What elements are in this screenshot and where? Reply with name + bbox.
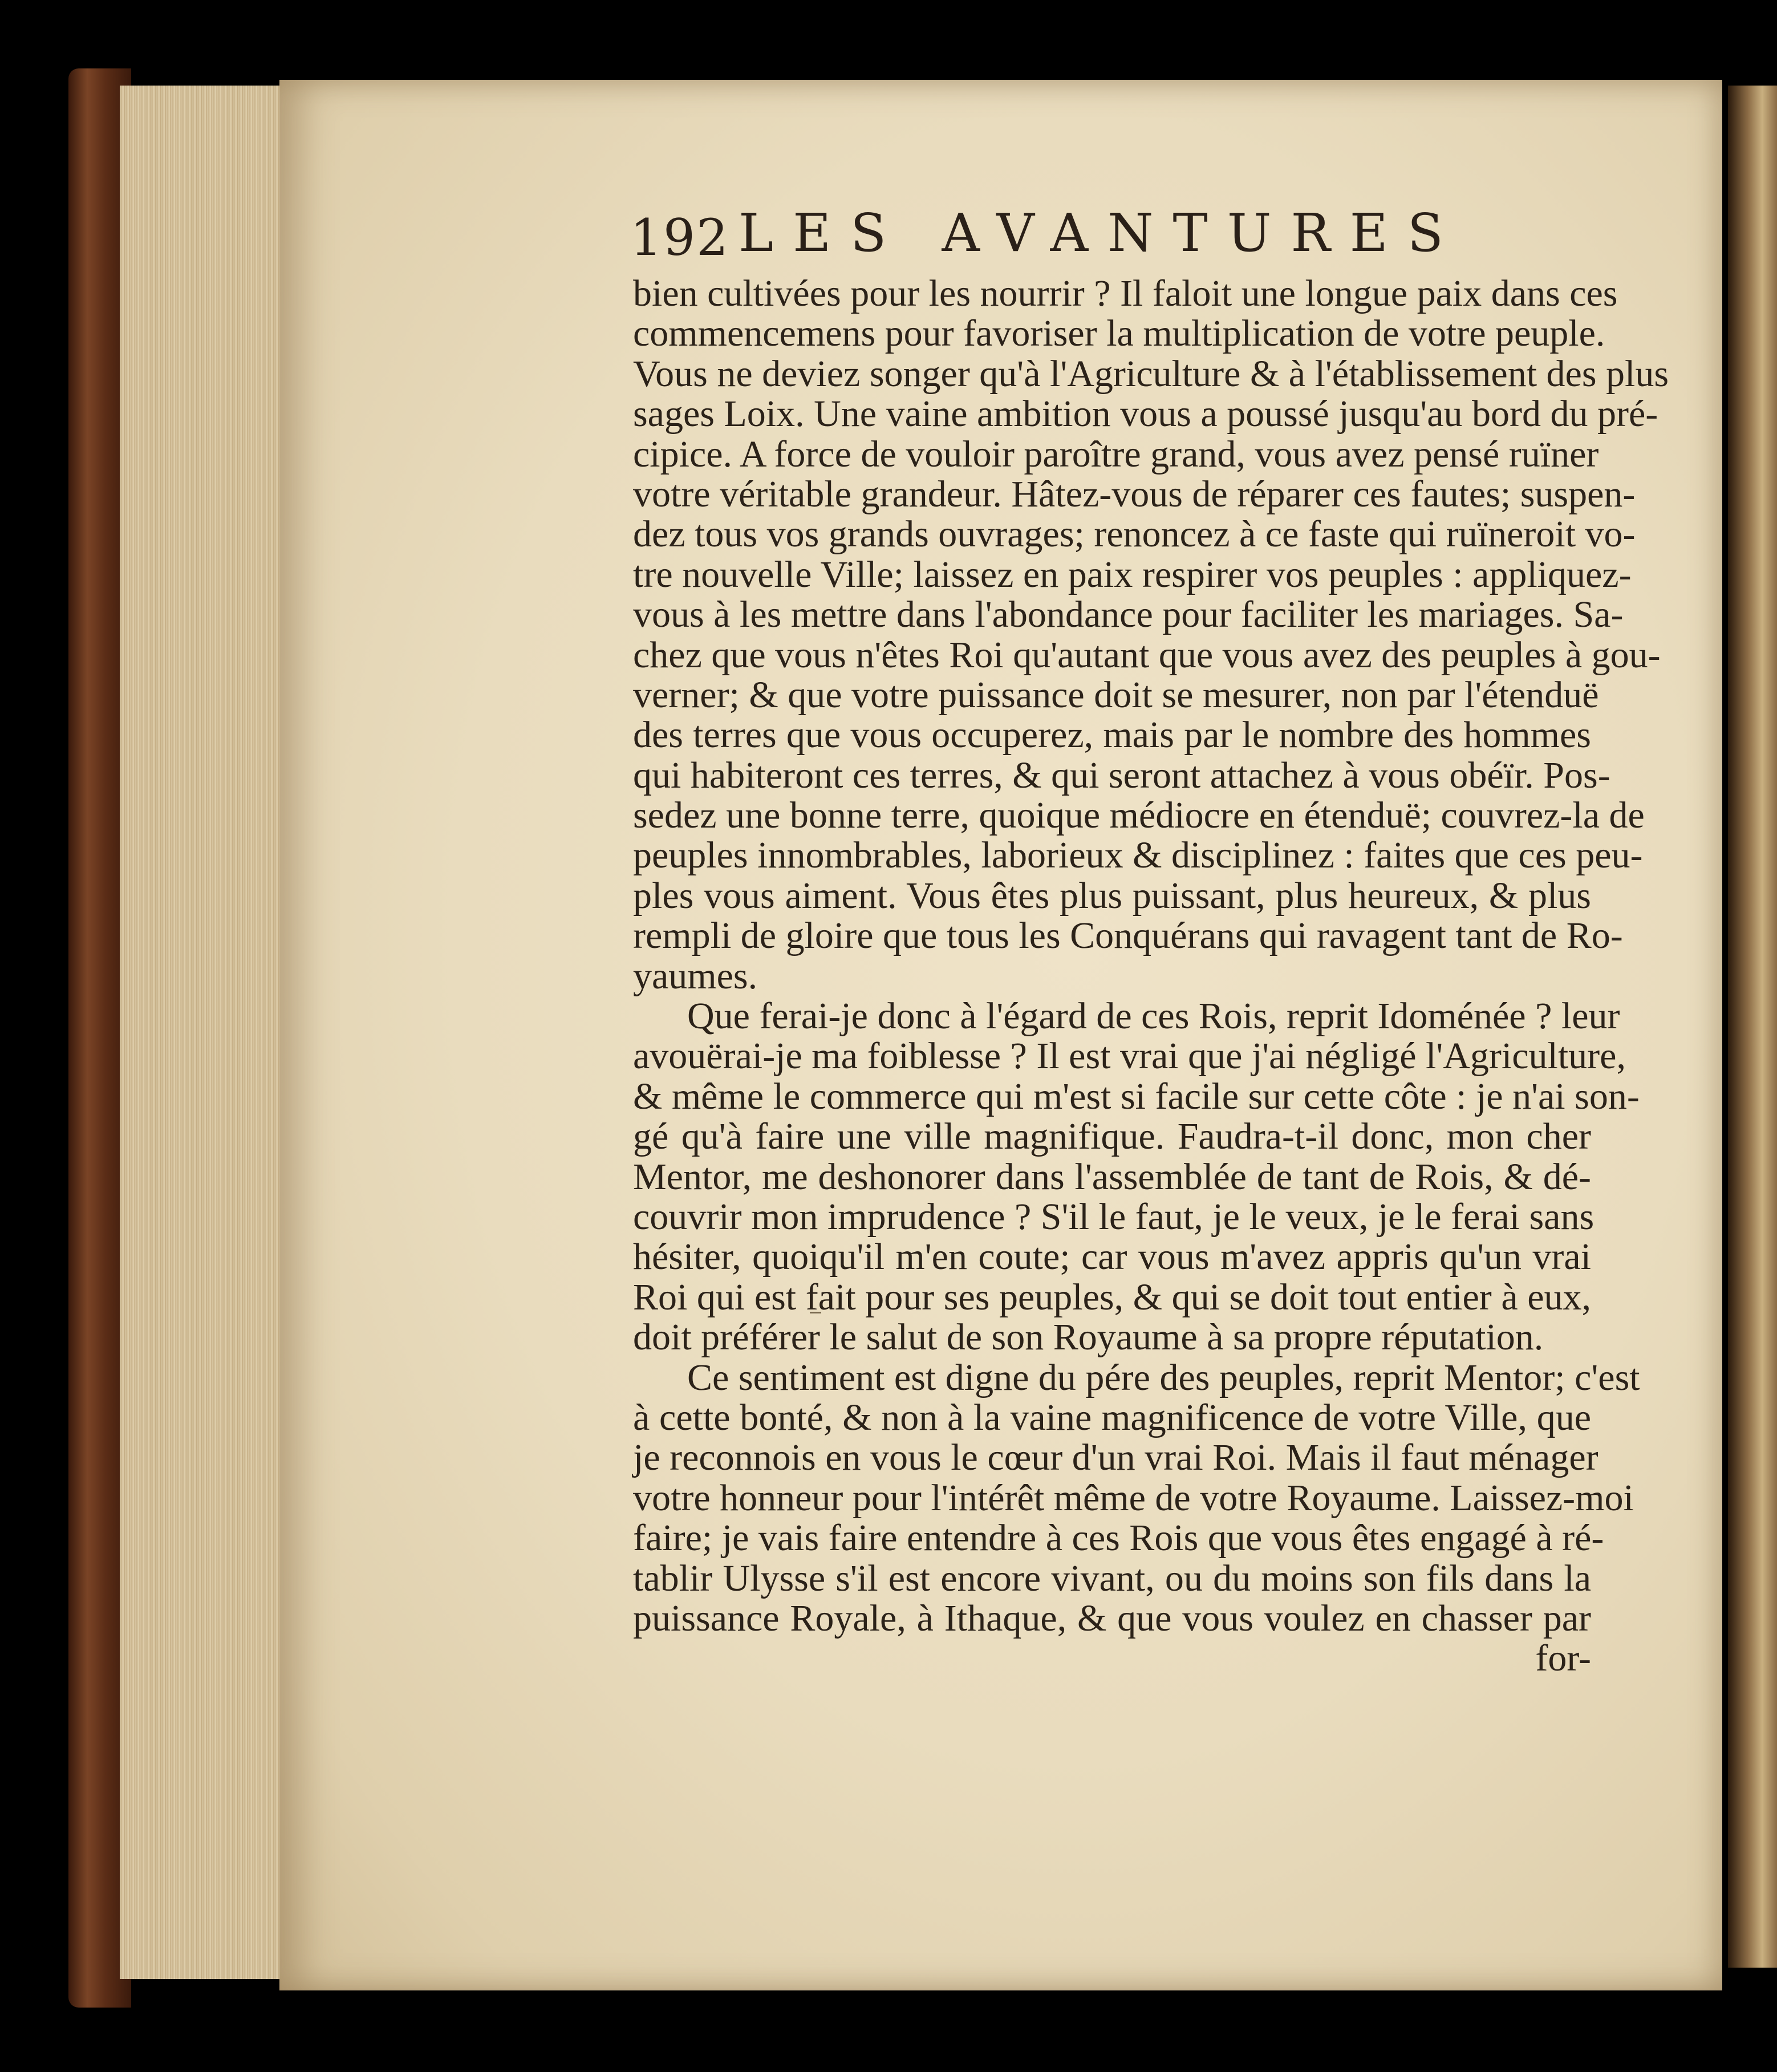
adjacent-page-edge <box>1728 86 1777 1968</box>
text-line: avouërai-je ma foiblesse ? Il est vrai que j'ai négligé l'Agriculture, <box>633 1035 1626 1077</box>
text-line: sedez une bonne terre, quoique médiocre en étenduë; couvrez-la de <box>633 794 1645 837</box>
text-line: Roi qui est fait pour ses peuples, & qui se doit tout entier à eux, <box>633 1276 1591 1318</box>
text-line: & même le commerce qui m'est si facile sur cette côte : je n'ai son- <box>633 1075 1640 1117</box>
text-line: qui habiteront ces terres, & qui seront attachez à vous obéïr. Pos- <box>633 754 1610 796</box>
text-line: des terres que vous occuperez, mais par le nombre des hommes <box>633 714 1591 756</box>
page-header <box>630 202 1483 265</box>
text-line: puissance Royale, à Ithaque, & que vous voulez en chasser par <box>633 1597 1591 1639</box>
text-line: gé qu'à faire une ville magnifique. Faudra-t-il donc, mon cher <box>633 1116 1591 1158</box>
text-line: Que ferai-je donc à l'égard de ces Rois, reprit Idoménée ? leur <box>687 995 1620 1037</box>
catchword: for- <box>1535 1637 1591 1680</box>
text-line: Ce sentiment est digne du pére des peuples, reprit Mentor; c'est <box>687 1356 1640 1398</box>
text-line: tre nouvelle Ville; laissez en paix respirer vos peuples : appliquez- <box>633 553 1632 595</box>
text-line: verner; & que votre puissance doit se mesurer, non par l'étenduë <box>633 674 1599 716</box>
text-line: chez que vous n'êtes Roi qu'autant que vous avez des peuples à gou- <box>633 634 1661 676</box>
running-head: LES AVANTURES <box>739 202 1463 263</box>
page-fore-edge <box>120 86 286 1979</box>
text-line: cipice. A force de vouloir paroître grand, vous avez pensé ruïner <box>633 433 1599 475</box>
text-line: tablir Ulysse s'il est encore vivant, ou du moins son fils dans la <box>633 1557 1591 1599</box>
text-line: rempli de gloire que tous les Conquérans qui ravagent tant de Ro- <box>633 915 1623 957</box>
body-text <box>633 273 1669 1680</box>
text-line: yaumes. <box>633 955 758 997</box>
text-line: vous à les mettre dans l'abondance pour faciliter les mariages. Sa- <box>633 594 1624 636</box>
text-line: je reconnois en vous le cœur d'un vrai Roi. Mais il faut ménager <box>633 1437 1599 1479</box>
text-line: dez tous vos grands ouvrages; renoncez à ce faste qui ruïneroit vo- <box>633 513 1636 555</box>
text-line: Mentor, me deshonorer dans l'assemblée de tant de Rois, & dé- <box>633 1155 1591 1198</box>
text-line: couvrir mon imprudence ? S'il le faut, je le veux, je le ferai sans <box>633 1195 1595 1238</box>
text-line: Vous ne deviez songer qu'à l'Agriculture & à l'établissement des plus <box>633 352 1669 395</box>
text-line: peuples innombrables, laborieux & disciplinez : faites que ces peu- <box>633 834 1643 877</box>
text-line: votre honneur pour l'intérêt même de votre Royaume. Laissez-moi <box>633 1477 1634 1519</box>
text-line: hésiter, quoiqu'il m'en coute; car vous m'avez appris qu'un vrai <box>633 1236 1591 1278</box>
text-line: bien cultivées pour les nourrir ? Il faloit une longue paix dans ces <box>633 273 1618 314</box>
text-line: à cette bonté, & non à la vaine magnificence de votre Ville, que <box>633 1396 1591 1438</box>
text-line: faire; je vais faire entendre à ces Rois que vous êtes engagé à ré- <box>633 1517 1604 1559</box>
text-line: sages Loix. Une vaine ambition vous a poussé jusqu'au bord du pré- <box>633 393 1658 435</box>
text-line: ples vous aiment. Vous êtes plus puissant, plus heureux, & plus <box>633 874 1591 917</box>
page-number: 192 <box>630 208 729 267</box>
text-line: commencemens pour favoriser la multiplication de votre peuple. <box>633 313 1605 355</box>
text-line: votre véritable grandeur. Hâtez-vous de réparer ces fautes; suspen- <box>633 473 1636 515</box>
text-line: doit préférer le salut de son Royaume à sa propre réputation. <box>633 1316 1544 1359</box>
